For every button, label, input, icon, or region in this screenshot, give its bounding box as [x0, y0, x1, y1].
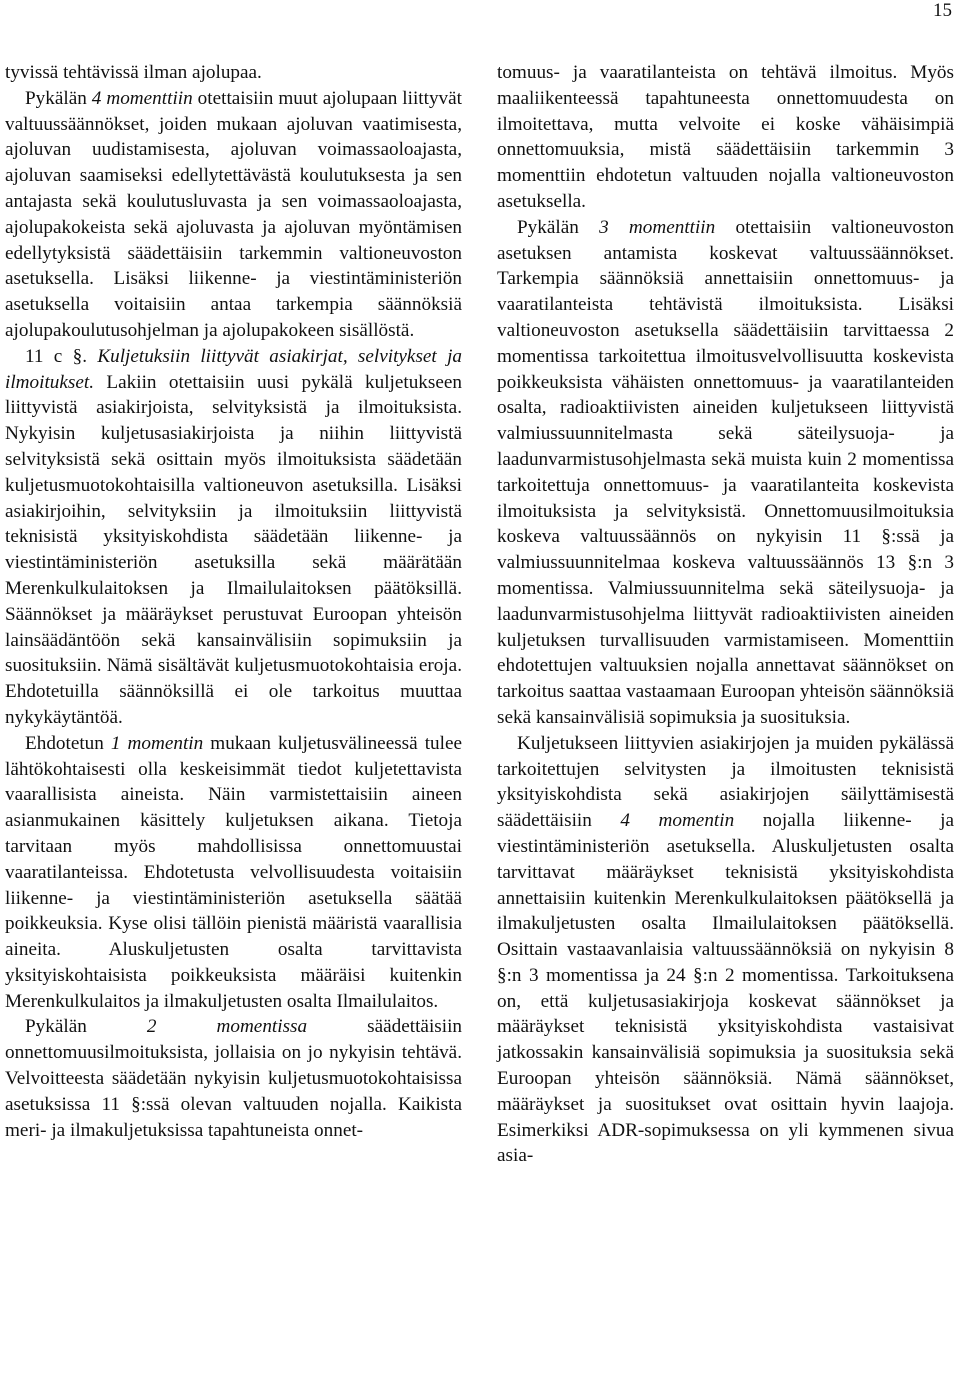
paragraph-section-4-momentti — [5, 86, 462, 344]
text-run: otettaisiin valtioneuvoston asetuksen antamista koskevat valtuussäännökset. Tarkempia säännöksiä annettaisiin onnettomuus- ja vaaratilanteista tehtävistä ilmoituksista. Lisäksi valtioneuvoston asetuksella säädettäisiin tarvittaessa 2 momentissa tarkoitettua ilmoitusvelvollisuutta koskevista poikkeuksista vähäisten onnettomuus- ja vaaratilanteiden osalta, radioaktiivisten aineiden kuljetukseen liittyvistä valmiussuunnitelmasta sekä säteilysuoja- ja laadunvarmistusohjelmasta sekä muista kuin 2 momentissa tarkoitettuja onnettomuus- ja vaaratilanteita koskevista ilmoituksista ja selvityksistä. Onnettomuusilmoituksia koskeva valtuussäännös on nykyisin 11 §:ssä ja valmiussuunnitelmaa koskeva valtuussäännös 13 §:n 3 momentissa. Valmiussuunnitelma sekä säteilysuoja- ja laadunvarmistusohjelma liittyvät radioaktiivisten aineiden kuljetuksen turvallisuuden varmistamiseen. Momenttiin ehdotettujen valtuuksien nojalla annettavat säännökset on tarkoitus saattaa vastaamaan Euroopan yhteisön säännöksiä sekä kansainvälisiä sopimuksia ja suosituksia. — [497, 216, 954, 728]
paragraph-2-momentti — [5, 1014, 462, 1143]
paragraph-continuation: tomuus- ja vaaratilanteista on tehtävä ilmoitus. Myös maaliikenteessä tapahtuneesta onnettomuudesta on ilmoitettava, mutta velvoite ei koske vähäisimpiä onnettomuuksia, mistä säädettäisiin tarkemmin 3 momenttiin ehdotetun valtuuden nojalla valtioneuvoston asetuksella. — [497, 62, 954, 212]
paragraph-1-momentti — [5, 731, 462, 1015]
text-run: nojalla liikenne- ja viestintäministeriön asetuksella. Aluskuljetusten osalta tarvittavat määräykset teknisistä yksityiskohdista annettaisiin kuitenkin Merenkulkulaitoksen päätöksellä ja ilmakuljetusten osalta Ilmailulaitoksen päätöksellä. Osittain vastaavanlaisia valtuussäännöksiä on nykyisin 8 §:n 3 momentissa ja 24 §:n 2 momentissa. Tarkoituksena on, että kuljetusasiakirjoja koskevat säännökset ja määräykset teknisistä yksityiskohdista vastaisivat jatkossakin kansainvälisiä sopimuksia ja suosituksia sekä Euroopan yhteisön säännöksiä. Nämä säännökset, määräykset ja suositukset ovat osittain hyvin laajoja. Esimerkiksi ADR-sopimuksessa on yli kymmenen sivua asia- — [497, 810, 954, 1167]
text-run: Kuljetukseen liittyvien asiakirjojen ja muiden pykälässä tarkoitettujen selvitysten ja ilmoitusten teknisistä yksityiskohdista sekä asiakirjojen säilyttämisestä säädettäisiin — [497, 732, 954, 832]
text-run: Ehdotetun — [25, 732, 111, 754]
text-run: otettaisiin muut ajolupaan liittyvät valtuussäännökset, joiden mukaan ajoluvan vaatimisesta, ajoluvan uudistamisesta, ajoluvan voimassaoloajasta, ajoluvan saamiseksi edellytettävästä koulutuksesta ja sen antajasta sekä koulutusluvasta ja sen voimassaoloajasta, ajolupakokeista sekä ajoluvasta ja ajoluvan myöntämisen edellytyksistä säädettäisiin tarkemmin valtioneuvoston asetuksella. Lisäksi liikenne- ja viestintäministeriön asetuksella voitaisiin antaa tarkempia säännöksiä ajolupakoulutusohjelman ja ajolupakokeen sisällöstä. — [5, 87, 462, 341]
emphasis: 4 momentin — [620, 810, 735, 832]
text-run: Pykälän — [25, 87, 92, 109]
text-run — [87, 346, 97, 367]
left-column — [5, 60, 462, 1143]
page-number: 15 — [933, 0, 952, 21]
right-column — [497, 60, 954, 1169]
paragraph-section-11c — [5, 344, 462, 731]
emphasis: 2 momentissa — [146, 1016, 308, 1038]
text-run: säädettäisiin onnettomuusilmoituksista, jollaisia on jo nykyisin tehtävä. Velvoitteesta säädetään nykyisin kuljetusmuotokohtaisissa asetuksissa 11 §:ssä olevan valtuuden nojalla. Kaikista meri- ja ilmakuljetuksissa tapahtuneista onnet- — [5, 1016, 462, 1141]
text-run: Pykälän — [517, 216, 600, 238]
emphasis: 1 momentin — [110, 732, 204, 754]
paragraph-3-momentti — [497, 215, 954, 731]
emphasis: 3 momenttiin — [599, 216, 716, 238]
text-run: Lakiin otettaisiin uusi pykälä kuljetukseen liittyvistä asiakirjoista, selvityksistä ja ilmoituksista. Nykyisin kuljetusasiakirjoista ja niihin liittyvistä selvityksistä sekä osittain myös ilmoituksista säädetään kuljetusmuotokohtaisilla valtioneuvon asetuksilla. Lisäksi asiakirjoihin, selvityksiin ja ilmoituksiin liittyvistä teknisistä yksityiskohdista säädetään liikenne- ja viestintäministeriön asetuksilla sekä määrätään Merenkulkulaitoksen ja Ilmailulaitoksen päätöksillä. Säännökset ja määräykset perustuvat Euroopan yhteisön lainsäädäntöön sekä kansainvälisiin sopimuksiin ja suosituksiin. Nämä sisältävät kuljetusmuotokohtaisia eroja. Ehdotetuilla säännöksillä ei ole tarkoitus muuttaa nykykäytäntöä. — [5, 371, 462, 728]
text-run: mukaan kuljetusvälineessä tulee lähtökohtaisesti olla keskeisimmät tiedot kuljetettavista vaarallisista aineista. Näin varmistettaisiin aineen asianmukainen käsittely kuljetuksen aikana. Tietoja tarvitaan myös mahdollisissa onnettomuustai vaaratilanteissa. Ehdotetusta velvollisuudesta voitaisiin liikenne- ja viestintäministeriön asetuksella säätää poikkeuksia. Kyse olisi tällöin pienistä määristä vaarallisia aineita. Aluskuljetusten osalta tarvittavista yksityiskohtaisista poikkeuksista määräisi kuitenkin Merenkulkulaitos ja ilmakuljetusten osalta Ilmailulaitos. — [5, 732, 462, 1012]
paragraph-4-momentti — [497, 731, 954, 1170]
paragraph-continuation: tyvissä tehtävissä ilman ajolupaa. — [5, 62, 262, 83]
section-number: 11 c §. — [25, 345, 87, 367]
emphasis: 4 momenttiin — [91, 87, 193, 109]
text-run: Pykälän — [25, 1016, 147, 1038]
section-title: Kuljetuksiin liittyvät asiakirjat, selvitykset ja ilmoitukset. — [5, 345, 462, 393]
